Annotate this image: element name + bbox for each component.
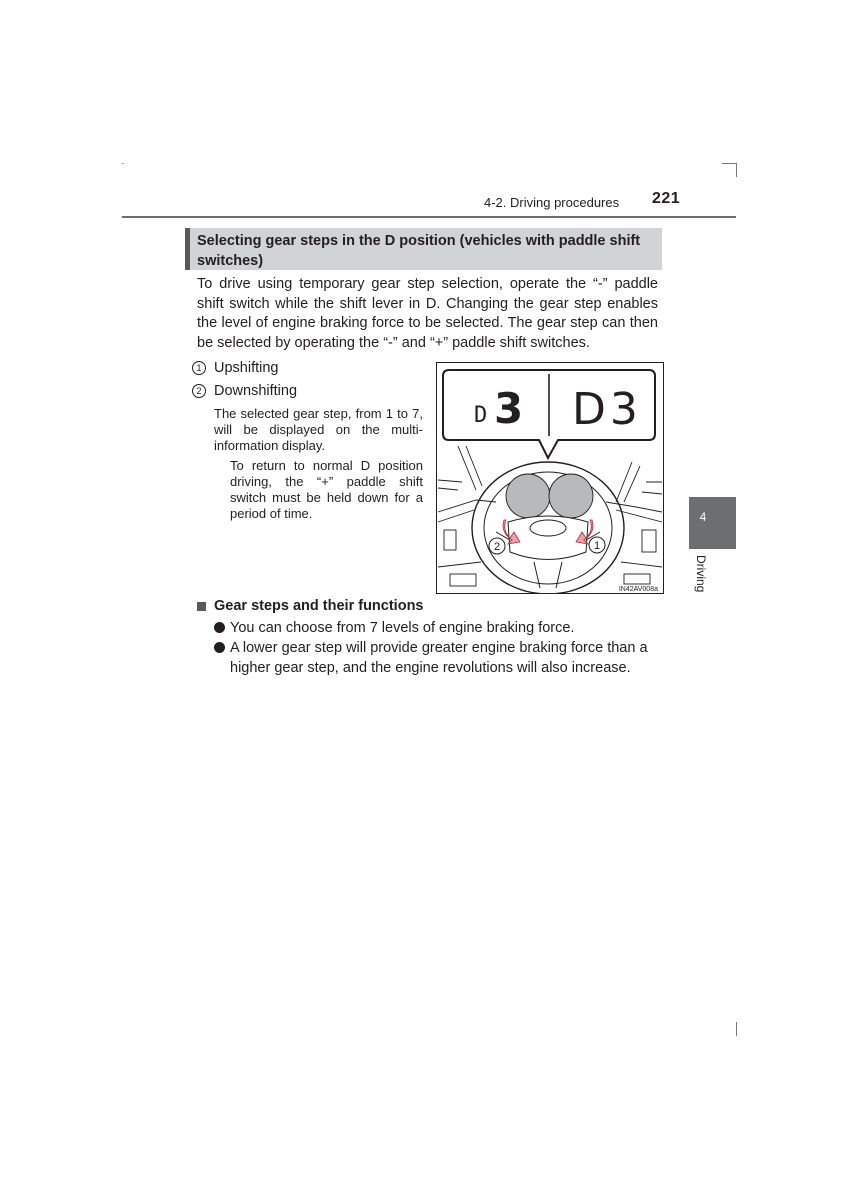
figure-code: IN42AV008a bbox=[618, 586, 658, 593]
display-left-gear-letter: D bbox=[474, 403, 488, 428]
illustration-svg bbox=[436, 362, 664, 594]
callout-2 bbox=[489, 538, 505, 554]
crop-mark bbox=[736, 163, 737, 177]
callout-2-label: 2 bbox=[493, 541, 501, 553]
list-item-label: Upshifting bbox=[214, 360, 279, 376]
page-number: 221 bbox=[652, 190, 681, 207]
section-title: Selecting gear steps in the D position (vehicles with paddle shift switches) bbox=[185, 228, 662, 270]
intro-paragraph: To drive using temporary gear step selection, operate the “-” paddle shift switch while the shift lever in D. Changing the gear step enables the level of engine braking force to be selected. The gear step can then be selected by operating the “-” and “+” paddle shift switches. bbox=[197, 276, 658, 351]
crop-mark bbox=[736, 1022, 737, 1036]
bullet-text: You can choose from 7 levels of engine braking force. bbox=[230, 620, 575, 636]
list-item-upshifting bbox=[192, 359, 278, 377]
bullet-dot-icon bbox=[214, 642, 225, 653]
list-item-label: Downshifting bbox=[214, 383, 298, 399]
bullet-item bbox=[214, 618, 662, 638]
display-left-gear-number: 3 bbox=[494, 384, 524, 433]
sub-heading-text: Gear steps and their functions bbox=[214, 598, 424, 614]
header-rule bbox=[122, 216, 736, 218]
sub-heading bbox=[197, 598, 424, 614]
chapter-tab-label: Driving bbox=[694, 555, 708, 593]
square-bullet-icon bbox=[197, 602, 206, 611]
display-right-gear: D3 bbox=[572, 384, 642, 435]
chapter-tab-number: 4 bbox=[699, 510, 707, 524]
bullet-item bbox=[214, 638, 662, 678]
callout-number: 1 bbox=[192, 361, 206, 375]
bullet-dot-icon bbox=[214, 622, 225, 633]
return-to-d-note: To return to normal D position driving, the “+” paddle shift switch must be held down for a period of time. bbox=[230, 458, 423, 521]
gear-display-note: The selected gear step, from 1 to 7, will be displayed on the multi-information display. bbox=[214, 406, 423, 453]
list-item-downshifting bbox=[192, 382, 297, 400]
header-section-title: 4-2. Driving procedures bbox=[484, 195, 620, 210]
crop-mark bbox=[122, 163, 124, 164]
callout-1 bbox=[589, 537, 605, 553]
bullet-text: A lower gear step will provide greater engine braking force than a higher gear step, and the engine revolutions will also increase. bbox=[230, 640, 648, 676]
crop-mark bbox=[722, 163, 736, 164]
callout-1-label: 1 bbox=[593, 540, 601, 552]
callout-number: 2 bbox=[192, 384, 206, 398]
paddle-shift-illustration bbox=[436, 362, 664, 594]
